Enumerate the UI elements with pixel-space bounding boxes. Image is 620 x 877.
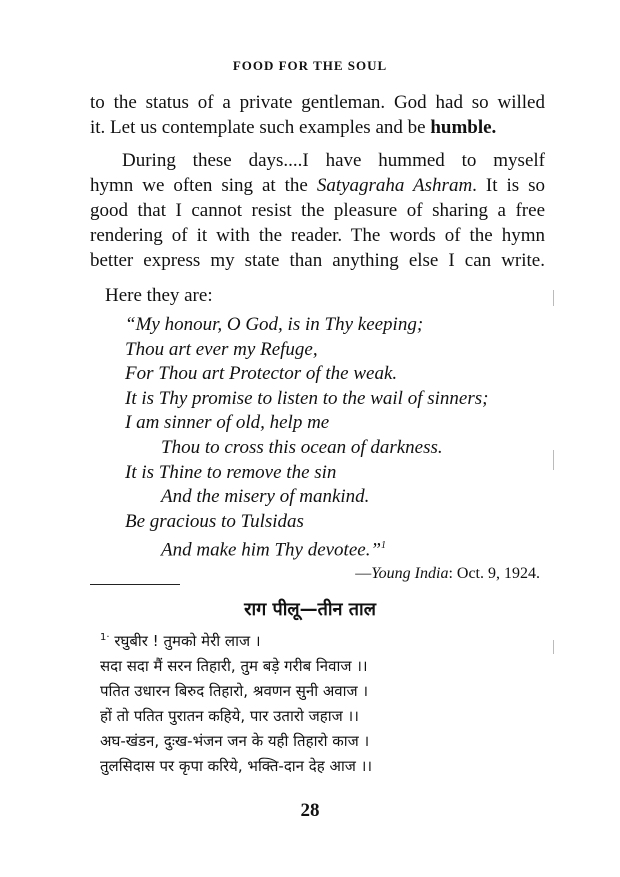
- citation-date: : Oct. 9, 1924.: [448, 565, 540, 582]
- footnote-marker: 1: [381, 540, 387, 552]
- scan-mark: [553, 640, 554, 654]
- poem-line: Thou to cross this ocean of darkness.: [161, 436, 443, 458]
- citation-dash: —: [355, 565, 372, 582]
- paragraph-hymn-intro: [90, 148, 545, 273]
- footnote-marker: 1·: [100, 632, 110, 643]
- hindi-line: हों तो पतित पुरातन कहिये, पार उतारो जहाज ।।: [100, 707, 359, 725]
- poem-line-last: [125, 534, 555, 563]
- hindi-line-first: [100, 625, 520, 654]
- text-line: to the status of a private gentleman. God had so willed: [90, 92, 545, 113]
- text-line: good that I cannot resist the pleasure of sharing a free: [90, 200, 545, 221]
- hindi-line: तुलसिदास पर कृपा करिये, भक्ति-दान देह आज ।।: [100, 757, 373, 775]
- text-line: rendering of it with the reader. The words of the hymn: [90, 225, 545, 246]
- poem-line: I am sinner of old, help me: [125, 412, 330, 434]
- poem-line: For Thou art Protector of the weak.: [125, 363, 398, 385]
- hindi-line-text: रघुबीर ! तुमको मेरी लाज ।: [114, 632, 261, 650]
- poem-line-text: And make him Thy devotee.”: [161, 539, 382, 561]
- poem-line: It is Thine to remove the sin: [125, 461, 337, 483]
- text-line: it. Let us contemplate such examples and be humble.: [90, 117, 497, 138]
- scan-mark: [553, 450, 554, 470]
- footnote-rule: [90, 584, 180, 585]
- hindi-title: राग पीलू—तीन ताल: [244, 599, 376, 620]
- hindi-line: पतित उधारन बिरुद तिहारो, श्रवणन सुनी अवाज ।: [100, 682, 369, 700]
- text-line: better express my state than anything else I can write.: [90, 250, 545, 271]
- paragraph-continuation: [90, 90, 545, 140]
- text-line: hymn we often sing at the Satyagraha Ashram. It is so: [90, 175, 545, 196]
- source-citation: [355, 565, 540, 583]
- text-line: During these days....I have hummed to myself: [122, 150, 545, 171]
- poem-line: Thou art ever my Refuge,: [125, 338, 318, 360]
- citation-publication: Young India: [371, 565, 449, 582]
- poem-line: It is Thy promise to listen to the wail of sinners;: [125, 387, 489, 409]
- hindi-line: अघ-खंडन, दुःख-भंजन जन के यही तिहारो काज ।: [100, 732, 370, 750]
- page-number: 28: [300, 800, 320, 821]
- scan-mark: [553, 290, 554, 306]
- poem-line: “My honour, O God, is in Thy keeping;: [125, 314, 424, 335]
- poem-intro: Here they are:: [105, 285, 213, 306]
- hindi-line: सदा सदा मैं सरन तिहारी, तुम बड़े गरीब निवाज ।।: [100, 657, 368, 675]
- poem: [125, 313, 555, 563]
- poem-line: And the misery of mankind.: [161, 486, 370, 508]
- running-header: FOOD FOR THE SOUL: [232, 58, 388, 73]
- poem-line: Be gracious to Tulsidas: [125, 510, 304, 532]
- hindi-hymn: [100, 625, 520, 779]
